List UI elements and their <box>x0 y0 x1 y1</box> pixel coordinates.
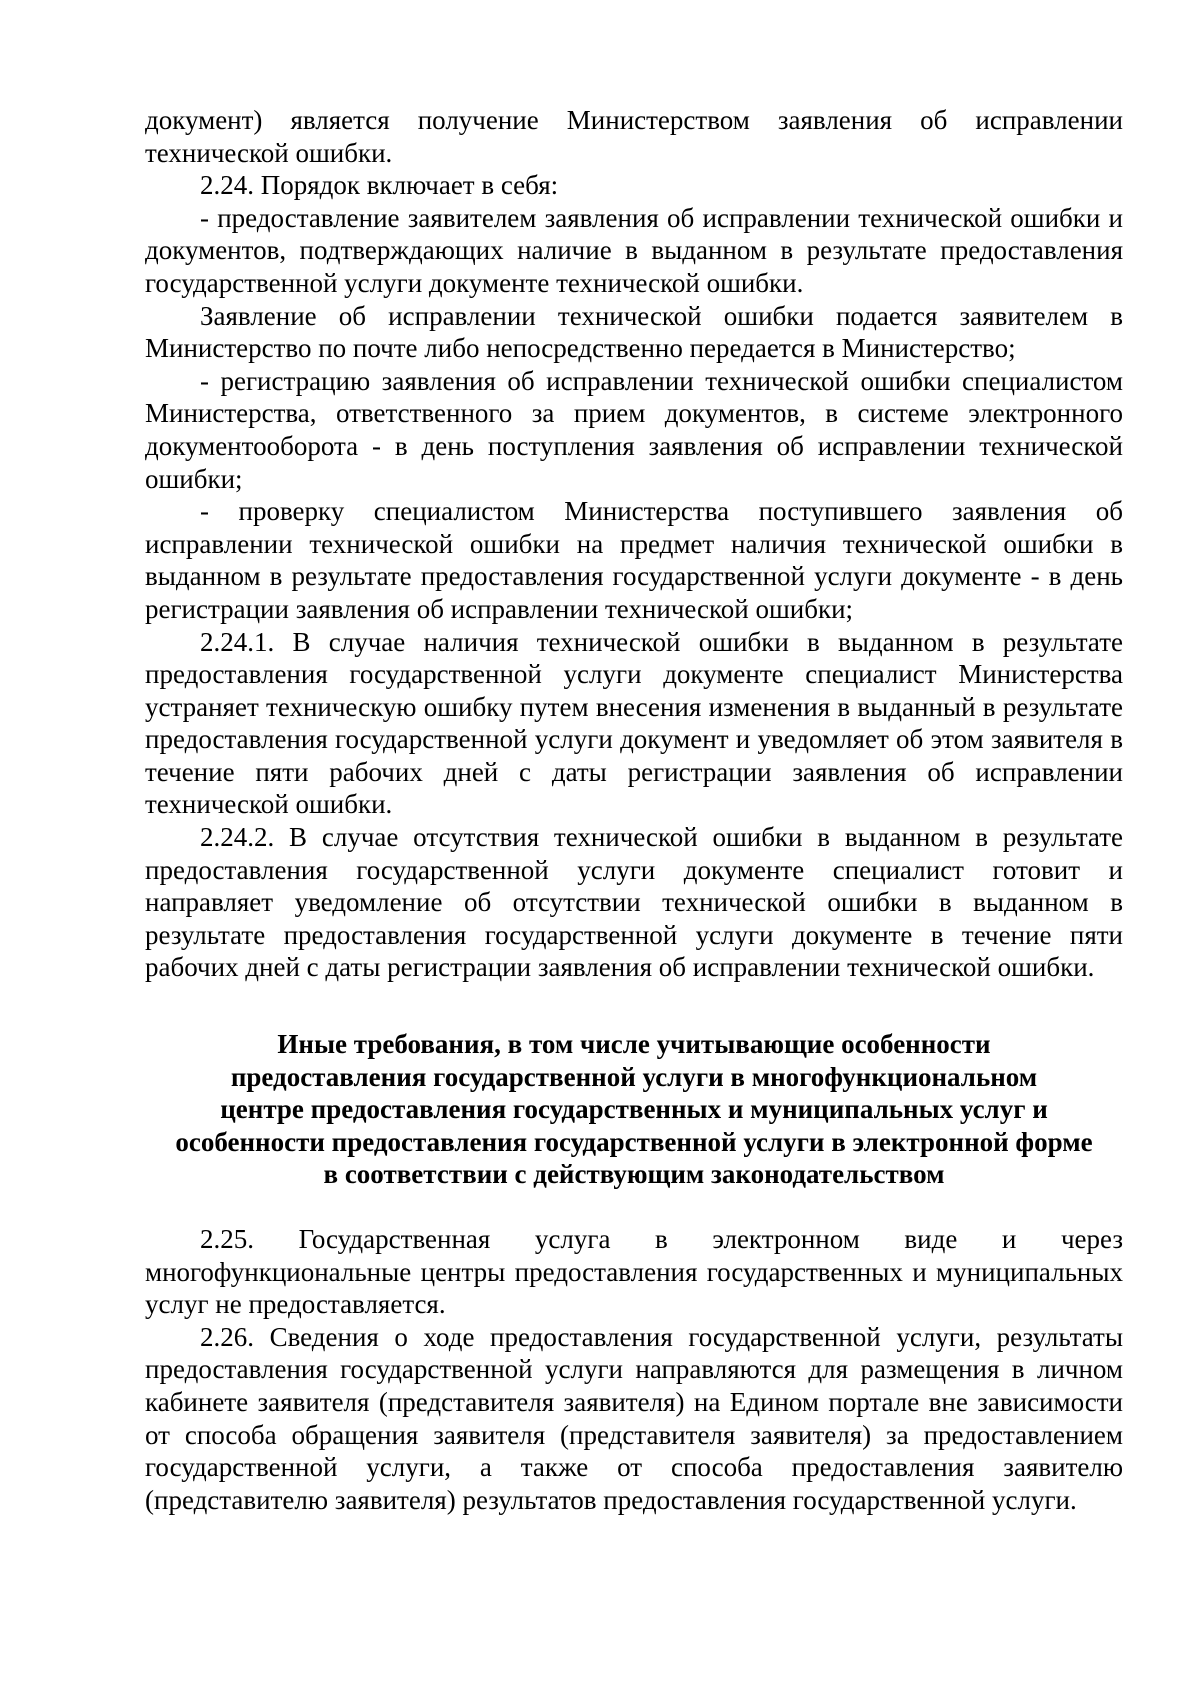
section-heading <box>145 1028 1123 1191</box>
document-page <box>145 104 1123 1516</box>
paragraph-2-26: 2.26. Сведения о ходе предоставления государственной услуги, результаты предоставления государственной услуги направляются для размещения в личном кабинете заявителя (представителя заявителя) на Едином портале вне зависимости от способа обращения заявителя (представителя заявителя) за предоставлением государственной услуги, а также от способа предоставления заявителю (представителю заявителя) результатов предоставления государственной услуги. <box>145 1321 1123 1515</box>
paragraph-application-delivery: Заявление об исправлении технической ошибки подается заявителем в Министерство по почте либо непосредственно передается в Министерство; <box>145 300 1123 364</box>
section-heading-line: в соответствии с действующим законодательством <box>323 1159 945 1190</box>
paragraph-2-24-2: 2.24.2. В случае отсутствия технической ошибки в выданном в результате предоставления государственной услуги документе специалист готовит и направляет уведомление об отсутствии технической ошибки в выданном в результате предоставления государственной услуги документе в течение пяти рабочих дней с даты регистрации заявления об исправлении технической ошибки. <box>145 822 1123 983</box>
paragraph-list-item-verification: - проверку специалистом Министерства поступившего заявления об исправлении технической ошибки на предмет наличия технической ошибки в выданном в результате предоставления государственной услуги документе - в день регистрации заявления об исправлении технической ошибки; <box>145 496 1123 624</box>
section-heading-line: предоставления государственной услуги в многофункциональном <box>230 1061 1038 1092</box>
paragraph-2-25: 2.25. Государственная услуга в электронном виде и через многофункциональные центры предоставления государственных и муниципальных услуг не предоставляется. <box>145 1224 1123 1320</box>
section-heading-line: Иные требования, в том числе учитывающие особенности <box>277 1029 991 1060</box>
paragraph-2-24: 2.24. Порядок включает в себя: <box>200 170 559 201</box>
section-heading-line: особенности предоставления государственной услуги в электронной форме <box>175 1126 1093 1157</box>
paragraph-2-24-1: 2.24.1. В случае наличия технической ошибки в выданном в результате предоставления государственной услуги документе специалист Министерства устраняет техническую ошибку путем внесения изменения в выданный в результате предоставления государственной услуги документ и уведомляет об этом заявителя в течение пяти рабочих дней с даты регистрации заявления об исправлении технической ошибки. <box>145 626 1123 820</box>
section-heading-line: центре предоставления государственных и муниципальных услуг и <box>220 1094 1048 1125</box>
paragraph-list-item-submission: - предоставление заявителем заявления об исправлении технической ошибки и документов, подтверждающих наличие в выданном в результате предоставления государственной услуги документе технической ошибки. <box>145 202 1123 298</box>
paragraph-list-item-registration: - регистрацию заявления об исправлении технической ошибки специалистом Министерства, ответственного за прием документов, в системе электронного документооборота - в день поступления заявления об исправлении технической ошибки; <box>145 365 1123 494</box>
paragraph-continuation: документ) является получение Министерством заявления об исправлении технической ошибки. <box>145 105 1123 168</box>
